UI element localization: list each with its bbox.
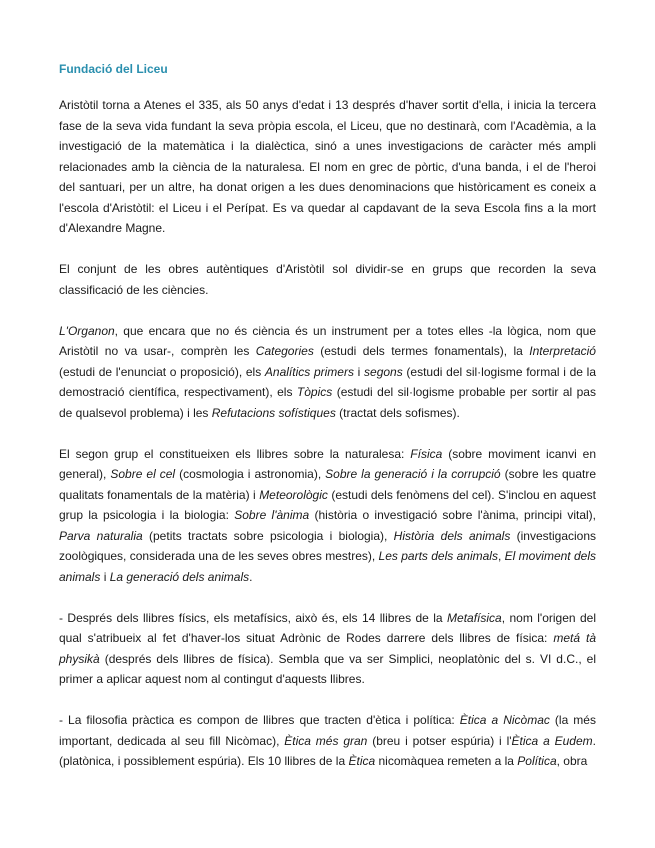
text-run: , [497,549,505,563]
text-run: i [353,364,365,379]
italic-title: Sobre la generació i la corrupció [325,467,501,481]
text-run: , que encara que no és ciència és un instrument per a totes elles -la lògica, nom que Aristòtil no va usar-, comprèn les [59,323,596,358]
paragraph [59,444,596,588]
paragraph [59,95,596,239]
italic-title: Categories [255,344,314,358]
text-run: , obra [556,754,588,768]
text-run: (després dels llibres de física). Sembla que va ser Simplici, neoplatònic del s. VI d.C., el primer a aplicar aquest nom al contingut d'aquests llibres. [59,651,596,686]
text-run: - Després dels llibres físics, els metafísics, això és, els 14 llibres de la [59,610,448,625]
italic-title: Les parts dels animals [378,549,498,563]
italic-title: Sobre el cel [110,467,176,481]
text-run: (estudi de l'enunciat o proposició), els [59,364,265,379]
text-run: (petits tractats sobre psicologia i biologia), [142,528,394,543]
italic-title: Refutacions sofístiques [211,405,336,420]
italic-title: La generació dels animals [109,569,250,584]
paragraph [59,710,596,772]
paragraph [59,259,596,300]
text-run: (història o investigació sobre l'ànima, principi vital), [309,508,597,522]
italic-title: Meteorològic [259,487,328,502]
text-run: (investigacions zoològiques, considerada una de les seves obres mestres), [59,528,597,563]
italic-title: Ètica a Nicòmac [459,713,550,727]
paragraph [59,608,596,690]
text-run: (estudi dels termes fonamentals), la [313,344,530,358]
italic-title: Història dels animals [393,528,511,543]
text-run: (la més important, dedicada al seu fill Nicòmac), [59,713,596,748]
text-run: Aristòtil torna a Atenes el 335, als 50 anys d'edat i 13 després d'haver sortit d'ella, i inicia la tercera fase de la seva vida fundant la seva pròpia escola, el Liceu, que no destinarà, com l'Acadèmia, a la investigació de la matemàtica i la dialèctica, sinó a unes investigacions de caràcter més ampli relacionades amb la ciència de la naturalesa. El nom en grec de pòrtic, d'una banda, i el de l'heroi del santuari, per un altre, ha donat origen a les dues denominacions que històricament es coneix a l'escola d'Aristòtil: el Liceu i el Perípat. Es va quedar al capdavant de la seva Escola fins a la mort d'Alexandre Magne. [59,98,596,235]
text-run: - La filosofia pràctica es compon de llibres que tracten d'ètica i política: [59,713,460,727]
text-run: . [249,569,253,584]
italic-title: segons [364,364,403,379]
text-run: (tractat dels sofismes). [335,405,460,420]
italic-title: Tòpics [296,385,333,399]
text-run: i [100,569,110,584]
italic-title: Metafísica [447,610,502,625]
text-run: El conjunt de les obres autèntiques d'Aristòtil sol dividir-se en grups que recorden la seva classificació de les ciències. [59,262,596,297]
italic-title: Sobre l'ànima [234,508,310,522]
section-heading: Fundació del Liceu [59,62,168,76]
text-run: (sobre les quatre qualitats fonamentals de la matèria) i [59,467,596,502]
text-run: , nom l'origen del qual s'atribueix al fet d'haver-los situat Adrònic de Rodes darrere dels llibres de física: [59,610,596,645]
text-run: (estudi del sil·logisme formal i de la demostració científica, respectivament), els [59,364,596,399]
italic-title: Física [410,446,443,461]
italic-title: Interpretació [529,344,596,358]
italic-title: Ètica a Eudem [511,733,593,748]
text-run: (breu i potser espúria) i l' [367,733,512,748]
italic-title: Ètica més gran [284,733,368,748]
italic-title: Parva naturalia [59,528,143,543]
text-run: nicomàquea remeten a la [375,754,518,768]
italic-title: El moviment dels animals [59,549,596,584]
text-run: El segon grup el constitueixen els llibres sobre la naturalesa: [59,446,411,461]
italic-title: metá tà physikà [59,631,596,666]
body-text [59,95,596,792]
italic-title: L'Organon [59,323,115,338]
text-run: (sobre moviment icanvi en general), [59,446,596,481]
text-run: (estudi dels fenòmens del cel). S'inclou en aquest grup la psicologia i la biologia: [59,487,596,522]
text-run: . (platònica, i possiblement espúria). Els 10 llibres de la [59,733,596,768]
italic-title: Ètica [348,754,376,768]
paragraph [59,321,596,424]
text-run: (estudi del sil·logisme probable per sortir al pas de qualsevol problema) i les [59,385,596,420]
italic-title: Analítics primers [264,364,354,379]
italic-title: Política [517,754,557,768]
text-run: (cosmologia i astronomia), [175,467,326,481]
